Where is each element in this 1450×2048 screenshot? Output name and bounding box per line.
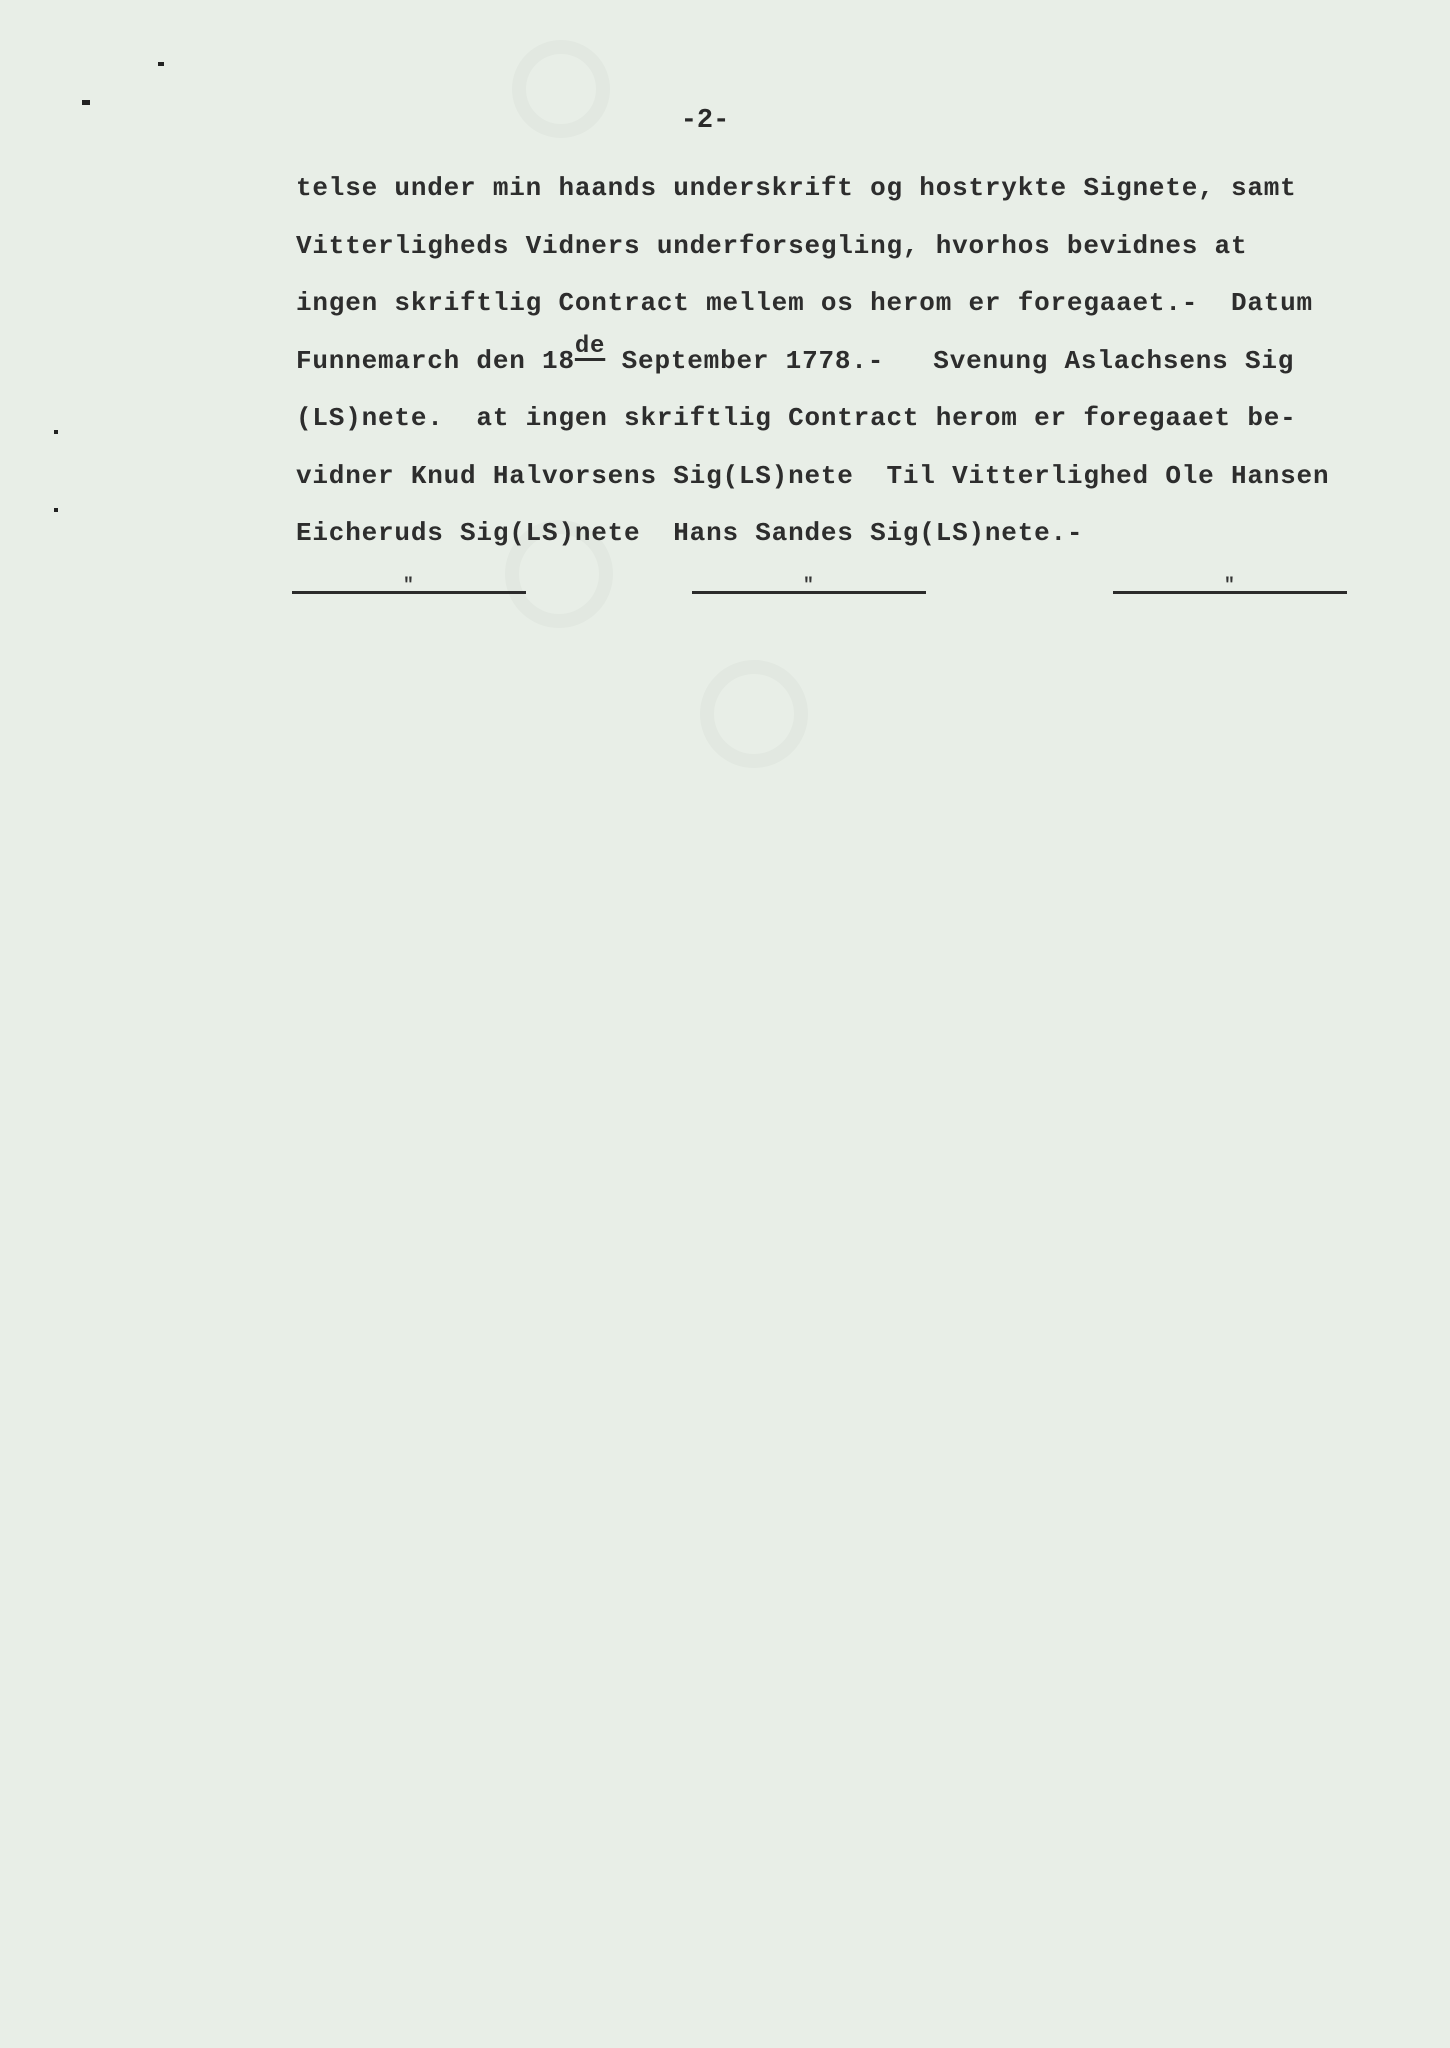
page-number: -2- — [680, 106, 730, 136]
text-line: (LS)nete. at ingen skriftlig Contract herom er foregaaet be- — [296, 403, 1297, 433]
text-line: Vitterligheds Vidners underforsegling, hvorhos bevidnes at — [296, 230, 1248, 261]
text-line: Eicheruds Sig(LS)nete Hans Sandes Sig(LS)nete.- — [296, 518, 1084, 548]
margin-mark — [158, 62, 164, 66]
ditto-mark: " — [403, 576, 414, 596]
date-line — [296, 333, 1426, 391]
margin-mark — [82, 100, 90, 105]
bleed-through-circle — [700, 660, 808, 768]
text-line: ingen skriftlig Contract mellem os herom er foregaaet.- Datum — [296, 288, 1313, 318]
text-line: vidner Knud Halvorsens Sig(LS)nete Til Vitterlighed Ole Hansen — [296, 460, 1330, 491]
margin-mark — [54, 430, 58, 434]
date-line-end: September 1778.- Svenung Aslachsens Sig — [605, 345, 1295, 376]
ditto-mark: " — [1224, 576, 1235, 596]
document-text — [296, 160, 1426, 563]
date-superscript: de — [574, 332, 606, 360]
margin-mark — [54, 508, 58, 512]
text-line: telse under min haands underskrift og hostrykte Signete, samt — [296, 173, 1297, 203]
date-line-start: Funnemarch den 18 — [296, 345, 575, 376]
ditto-mark: " — [803, 576, 814, 596]
